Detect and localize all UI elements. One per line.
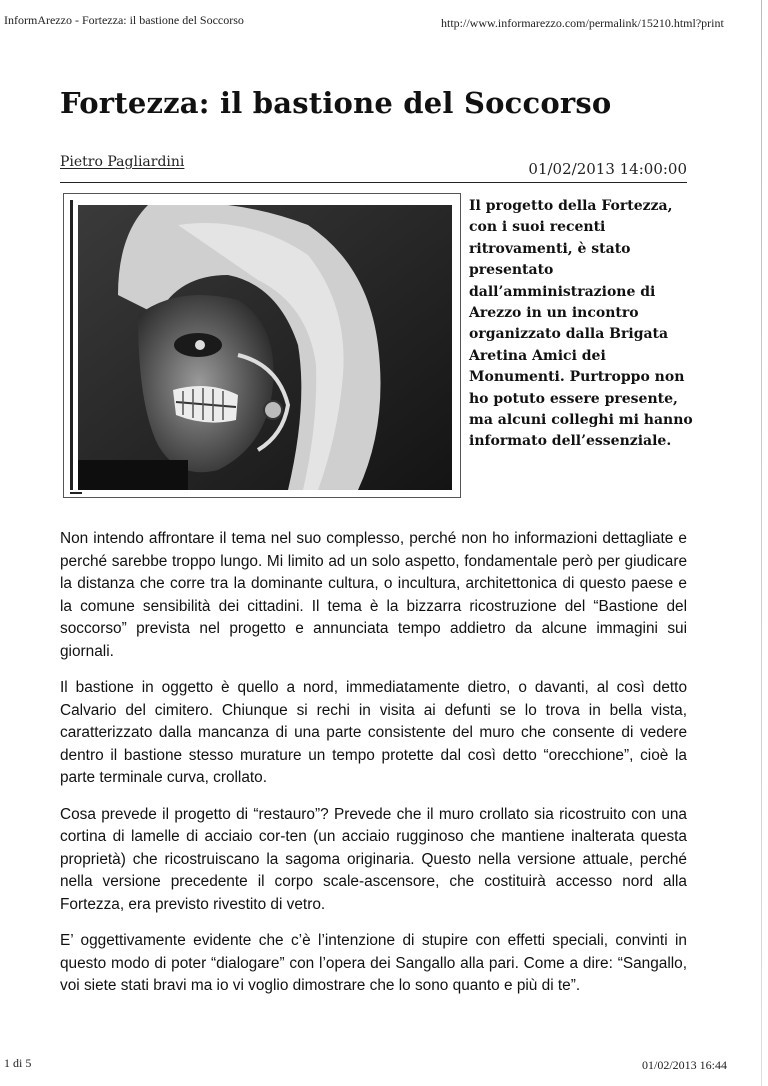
scan-edge-line [761, 0, 762, 1086]
article-paragraph: Il bastione in oggetto è quello a nord, immediatamente dietro, o davanti, al così detto Calvario del cimitero. Chiunque si rechi in visita ai defunti se lo trova in bella vista, caratterizzato dalla mancanza di una parte consistente del muro che consente di vedere dentro il bastione stesso murature un tempo protette dal così detto “orecchione”, cioè la parte terminale curva, crollato. [60, 679, 687, 786]
print-footer-page-count: 1 di 5 [4, 1056, 32, 1070]
byline [60, 148, 687, 183]
article-title: Fortezza: il bastione del Soccorso [60, 86, 612, 120]
print-footer-timestamp: 01/02/2013 16:44 [642, 1058, 728, 1072]
author-link[interactable]: Pietro Pagliardini [60, 154, 185, 170]
article-paragraph: Cosa prevede il progetto di “restauro”? Prevede che il muro crollato sia ricostruito con una cortina di lamelle di acciaio cor-ten (un acciaio rugginoso che mantiene inalterata questa proprietà) che ricostruiscano la sagoma originaria. Questo nella versione attuale, perché nella versione precedente il corpo scale-ascensore, che costituirà accesso nord alla Fortezza, era previsto rivestito di vetro. [60, 805, 687, 913]
article-photo [78, 205, 452, 490]
article-paragraph: Non intendo affrontare il tema nel suo complesso, perché non ho informazioni dettagliate e perché sarebbe troppo lungo. Mi limito ad un solo aspetto, fondamentale però per giudicare la distanza che corre tra la dominante cultura, o incultura, architettonica di questo paese e la comune sensibilità dei cittadini. Il tema è la bizzarra ricostruzione del “Bastione del soccorso” prevista nel progetto e annunciata tempo addietro da alcune immagini sui giornali. [60, 530, 687, 660]
article-image-frame [63, 193, 461, 498]
article-paragraph: E’ oggettivamente evidente che c’è l’intenzione di stupire con effetti speciali, convinti in questo modo di poter “dialogare” con l’opera dei Sangallo alla pari. Come a dire: “Sangallo, voi siete stati bravi ma io vi voglio dimostrare che lo sono quanto e più di te”. [60, 932, 687, 994]
article-body [60, 528, 687, 1012]
article-lead: Il progetto della Fortezza, con i suoi recenti ritrovamenti, è stato presentato dall’amministrazione di Arezzo in un incontro organizzato dalla Brigata Aretina Amici dei Monumenti. Purtroppo non ho potuto essere presente, ma alcuni colleghi mi hanno informato dell’essenziale. [469, 198, 693, 450]
publish-date: 01/02/2013 14:00:00 [528, 160, 687, 178]
print-header-page-title: InformArezzo - Fortezza: il bastione del Soccorso [4, 13, 244, 27]
print-header-url[interactable]: http://www.informarezzo.com/permalink/15210.html?print [441, 16, 724, 30]
